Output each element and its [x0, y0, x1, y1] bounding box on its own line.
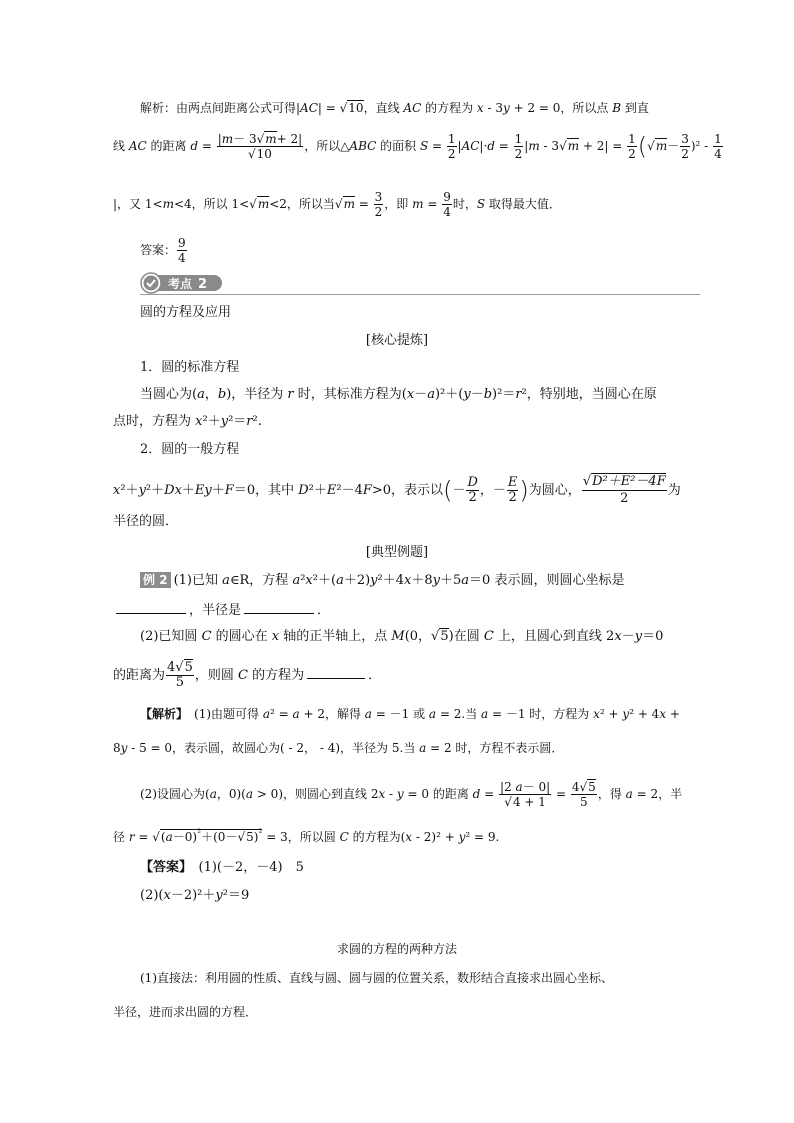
solution-line-1: 【解析】 (1)由题可得 a² = a + 2，解得 a = －1 或 a = 2.当 a = －1 时，方程为 x² + y² + 4x +	[140, 707, 680, 721]
example-p1-line-2: ，半径是 ．	[113, 599, 704, 621]
answer-line-1: 【答案】 (1)(－2，－4) 5	[140, 860, 304, 875]
hexin-heading: [核心提炼]	[365, 333, 429, 348]
example-badge: 例 2	[140, 572, 171, 588]
section-title: 圆的方程及应用	[140, 305, 232, 320]
badge-number: 2	[198, 277, 208, 292]
center-blank	[116, 599, 186, 614]
example-p1-line-1: 例 2 (1)已知 a∈R，方程 a²x²＋(a＋2)y²＋4x＋8y＋5a＝0 表示圆，则圆心坐标是	[140, 571, 704, 591]
example-p2-line-1: (2)已知圆 C 的圆心在 x 轴的正半轴上，点 M(0，√5)在圆 C 上，且圆心到直线 2x－y＝0	[140, 629, 664, 644]
hexin-s1-title: 1．圆的标准方程	[140, 360, 240, 375]
badge-text: 考点	[168, 277, 193, 291]
hexin-s1-line-1: 当圆心为(a，b)，半径为 r 时，其标准方程为(x－a)²＋(y－b)²＝r²，特别地，当圆心在原	[140, 387, 657, 402]
solution-line-3: (2)设圆心为(a，0)(a > 0)，则圆心到直线 2x - y = 0 的距离 d = $\frac{|2 a- 0|}{√4 + 1}$ = $\frac{4√5}{5}$ ，得 a = 2，半	[140, 780, 683, 809]
answer-line: 答案： $\frac{9}{4}$	[140, 236, 186, 265]
equation-blank	[307, 664, 365, 679]
solution-line-2: 8y - 5 = 0，表示圆，故圆心为( - 2， - 4)，半径为 5.当 a = 2 时，方程不表示圆．	[113, 741, 564, 755]
solution-line-4: 径 $r = √(a-0)^{^2}+(0-√5)^{^2} = 3$，所以圆 C 的方程为(x - 2)² + y² = 9.	[113, 828, 500, 844]
example-p2-line-2: 的距离为 $\frac{4√5}{5}$ ，则圆 C 的方程为 ．	[113, 660, 382, 690]
jiexi-line-3: |，又 1<m<4，所以 1<√m<2，所以当√m = $\frac{3}{2}$ ，即 m = $\frac{9}{4}$ 时，S 取得最大值．	[113, 190, 561, 219]
dianxing-heading: [典型例题]	[365, 545, 429, 560]
methods-line-1: (1)直接法：利用圆的性质、直线与圆、圆与圆的位置关系，数形结合直接求出圆心坐标、	[140, 971, 614, 985]
jiexi-line-2: 线 AC 的距离 d = $\frac{|m- 3√m+ 2|}{√10}$ ，所以△ABC 的面积 S = $\frac{1}{2}$ |AC|·d = $\frac{1}{2}$ |m - 3√m + 2| = $\frac{1}{2}$ (√m－ $\frac{3}{2}$ )² - $\frac{1}{4}$	[113, 132, 722, 161]
distance-fraction: $\frac{|m- 3√m+ 2|}{√10}$	[217, 132, 303, 161]
radius-blank	[244, 599, 314, 614]
answer-line-2: (2)(x－2)²＋y²＝9	[140, 888, 250, 903]
methods-line-2: 半径，进而求出圆的方程．	[113, 1005, 258, 1019]
section-rule	[140, 294, 700, 295]
hexin-s2-title: 2．圆的一般方程	[140, 442, 240, 457]
methods-title: 求圆的方程的两种方法	[336, 942, 457, 956]
hexin-s2-line-2: 半径的圆．	[113, 514, 179, 529]
hexin-s1-line-2: 点时，方程为 x²＋y²＝r².	[113, 414, 262, 429]
jiexi-line-1: 解析：由两点间距离公式可得|AC| = √10，直线 AC 的方程为 x - 3y + 2 = 0，所以点 B 到直	[140, 101, 649, 115]
hexin-s2-line-1: x²＋y²＋Dx＋Ey＋F＝0，其中 D²＋E²－4F>0，表示以(－ $\frac{D}{2}$ ，－ $\frac{E}{2}$ )为圆心， $\frac{\text{√D²＋E²－4F}}{2}$ 为	[113, 474, 681, 506]
kaodian-badge	[140, 272, 224, 294]
